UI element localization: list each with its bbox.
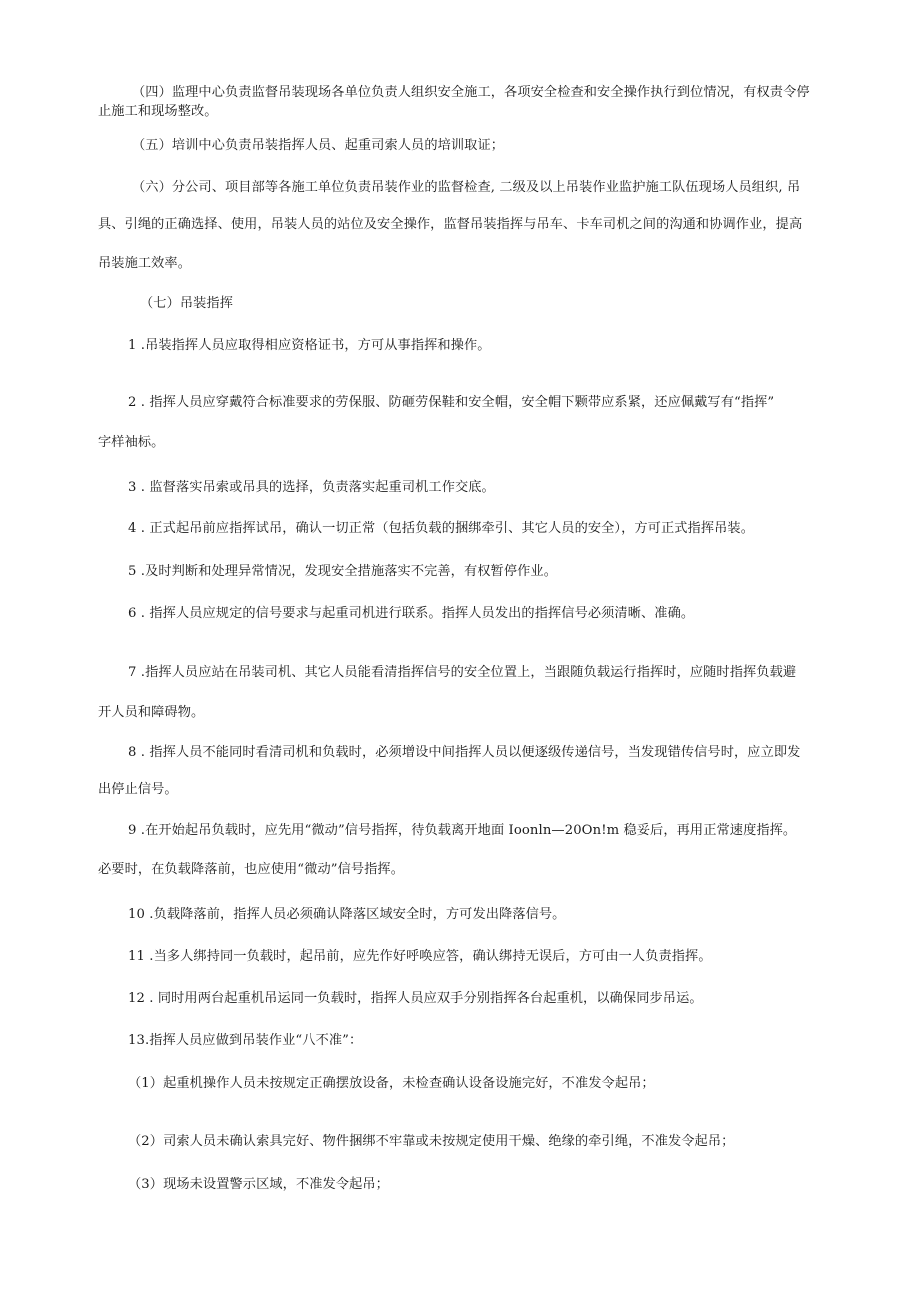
item-11: 11 .当多人绑持同一负载时，起吊前，应先作好呼唤应答，确认绑持无误后，方可由一人负责指挥。 xyxy=(128,949,712,964)
item-9-line1: 9 .在开始起吊负载时，应先用“微动”信号指挥，待负载离开地面 Ioonln—20On!m 稳妥后，再用正常速度指挥。 xyxy=(128,823,797,838)
para-6-line1: （六）分公司、项目部等各施工单位负责吊装作业的监督检查, 二级及以上吊装作业监护施工队伍现场人员组织, 吊 xyxy=(132,180,801,195)
item-2-line2: 字样袖标。 xyxy=(98,435,165,450)
para-6-line2: 具、引绳的正确选择、使用，吊装人员的站位及安全操作，监督吊装指挥与吊车、卡车司机之间的沟通和协调作业，提高 xyxy=(98,217,803,232)
section-7-heading: （七）吊装指挥 xyxy=(140,296,234,311)
item-4: 4 . 正式起吊前应指挥试吊，确认一切正常（包括负载的捆绑牵引、其它人员的安全），方可正式指挥吊装。 xyxy=(128,521,754,536)
item-8-line1: 8 . 指挥人员不能同时看清司机和负载时，必须增设中间指挥人员以便逐级传递信号，当发现错传信号时，应立即发 xyxy=(128,745,801,760)
item-7-line1: 7 .指挥人员应站在吊装司机、其它人员能看清指挥信号的安全位置上，当跟随负载运行指挥时，应随时指挥负载避 xyxy=(128,665,797,680)
item-12: 12 . 同时用两台起重机吊运同一负载时，指挥人员应双手分别指挥各台起重机，以确保同步吊运。 xyxy=(128,991,703,1006)
item-13: 13.指挥人员应做到吊装作业“八不准”： xyxy=(128,1033,363,1048)
para-4-line1: （四）监理中心负责监督吊装现场各单位负责人组织安全施工，各项安全检查和安全操作执行到位情况，有权责令停 xyxy=(132,85,810,100)
para-6-line3: 吊装施工效率。 xyxy=(98,256,192,271)
item-1: 1 .吊装指挥人员应取得相应资格证书，方可从事指挥和操作。 xyxy=(128,338,491,353)
para-5: （五）培训中心负责吊装指挥人员、起重司索人员的培训取证； xyxy=(132,138,505,153)
item-10: 10 .负载降落前，指挥人员必须确认降落区域安全时，方可发出降落信号。 xyxy=(128,907,566,922)
item-5: 5 .及时判断和处理异常情况，发现安全措施落实不完善，有权暂停作业。 xyxy=(128,564,557,579)
rule-1: （1）起重机操作人员未按规定正确摆放设备，未检查确认设备设施完好，不准发令起吊； xyxy=(128,1076,655,1091)
item-8-line2: 出停止信号。 xyxy=(98,782,178,797)
para-4-line2: 止施工和现场整改。 xyxy=(98,104,218,119)
item-3: 3 . 监督落实吊索或吊具的选择，负责落实起重司机工作交底。 xyxy=(128,480,495,495)
rule-2: （2）司索人员未确认索具完好、物件捆绑不牢靠或未按规定使用干燥、绝缘的牵引绳，不准发令起吊； xyxy=(128,1134,735,1149)
item-7-line2: 开人员和障碍物。 xyxy=(98,705,205,720)
item-2-line1: 2 . 指挥人员应穿戴符合标准要求的劳保服、防砸劳保鞋和安全帽，安全帽下颗带应系紧，还应佩戴写有“指挥” xyxy=(128,395,775,410)
rule-3: （3）现场未设置警示区域，不准发令起吊； xyxy=(128,1177,389,1192)
item-6: 6 . 指挥人员应规定的信号要求与起重司机进行联系。指挥人员发出的指挥信号必须清晰、准确。 xyxy=(128,606,695,621)
item-9-line2: 必要时，在负载降落前，也应使用“微动”信号指挥。 xyxy=(98,862,405,877)
